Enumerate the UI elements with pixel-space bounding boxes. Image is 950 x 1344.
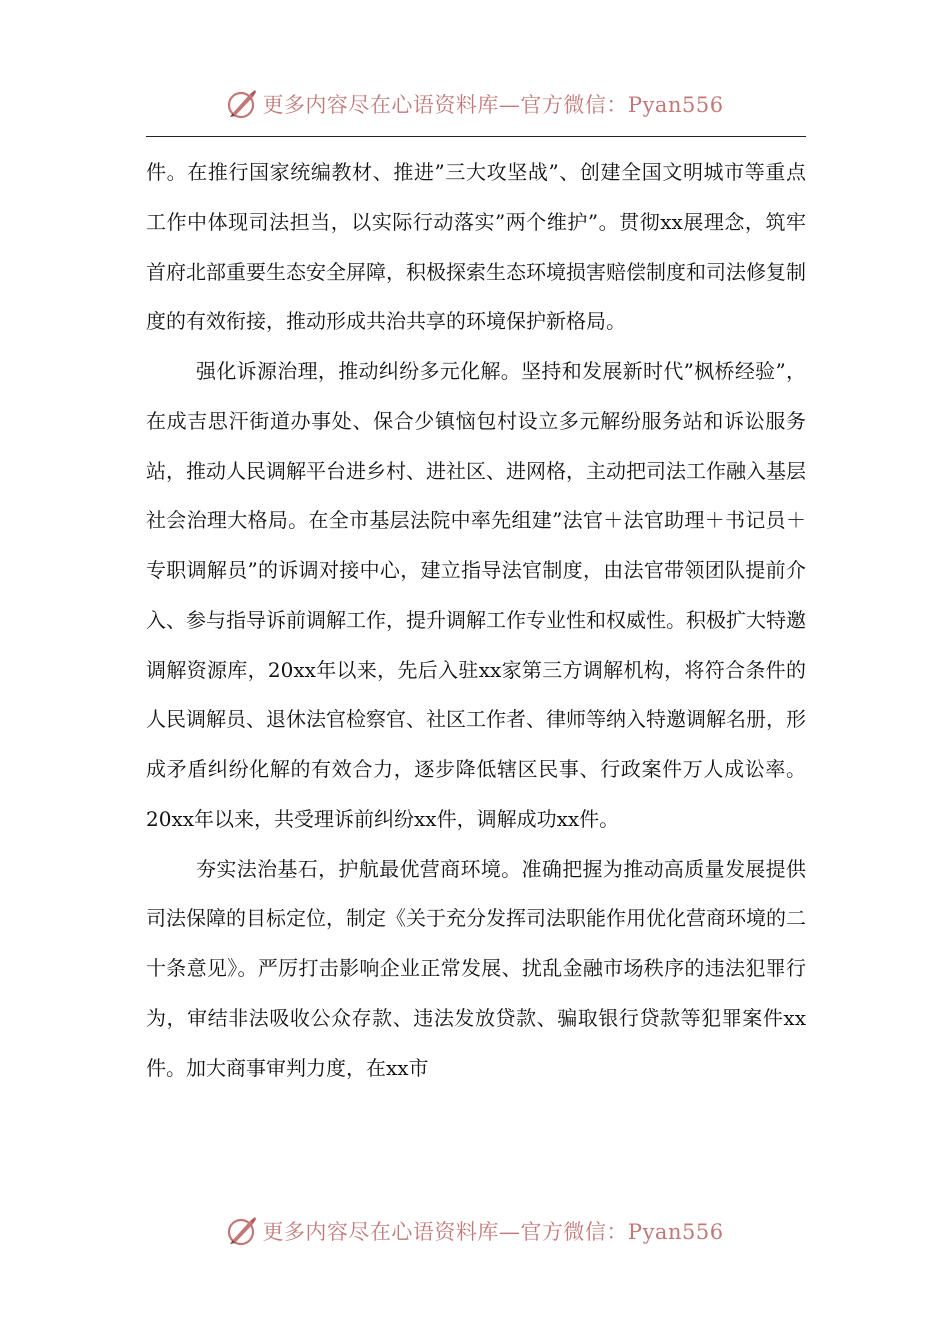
footer-banner [0, 1211, 950, 1251]
pen-logo-icon [226, 1215, 258, 1247]
pen-logo-icon [226, 88, 258, 120]
header-banner [0, 84, 950, 124]
paragraph: 夯实法治基石，护航最优营商环境。准确把握为推动高质量发展提供司法保障的目标定位，制定《关于充分发挥司法职能作用优化营商环境的二十条意见》。严厉打击影响企业正常发展、扰乱金融市场秩序的违法犯罪行为，审结非法吸收公众存款、违法发放贷款、骗取银行贷款等犯罪案件xx件。加大商事审判力度，在xx市 [146, 856, 806, 1080]
header-banner-text: 更多内容尽在心语资料库—官方微信：Pyan556 [262, 93, 724, 117]
document-body [146, 148, 806, 1093]
footer-banner-text: 更多内容尽在心语资料库—官方微信：Pyan556 [262, 1220, 724, 1244]
paragraph: 件。在推行国家统编教材、推进”三大攻坚战”、创建全国文明城市等重点工作中体现司法担当，以实际行动落实”两个维护”。贯彻xx展理念，筑牢首府北部重要生态安全屏障，积极探索生态环境损害赔偿制度和司法修复制度的有效衔接，推动形成共治共享的环境保护新格局。 [146, 160, 806, 334]
header-divider [146, 136, 806, 137]
paragraph: 强化诉源治理，推动纠纷多元化解。坚持和发展新时代”枫桥经验”，在成吉思汗街道办事处、保合少镇恼包村设立多元解纷服务站和诉讼服务站，推动人民调解平台进乡村、进社区、进网格，主动把司法工作融入基层社会治理大格局。在全市基层法院中率先组建”法官＋法官助理＋书记员＋专职调解员”的诉调对接中心，建立指导法官制度，由法官带领团队提前介入、参与指导诉前调解工作，提升调解工作专业性和权威性。积极扩大特邀调解资源库，20xx年以来，先后入驻xx家第三方调解机构，将符合条件的人民调解员、退休法官检察官、社区工作者、律师等纳入特邀调解名册，形成矛盾纠纷化解的有效合力，逐步降低辖区民事、行政案件万人成讼率。20xx年以来，共受理诉前纠纷xx件，调解成功xx件。 [146, 359, 806, 831]
